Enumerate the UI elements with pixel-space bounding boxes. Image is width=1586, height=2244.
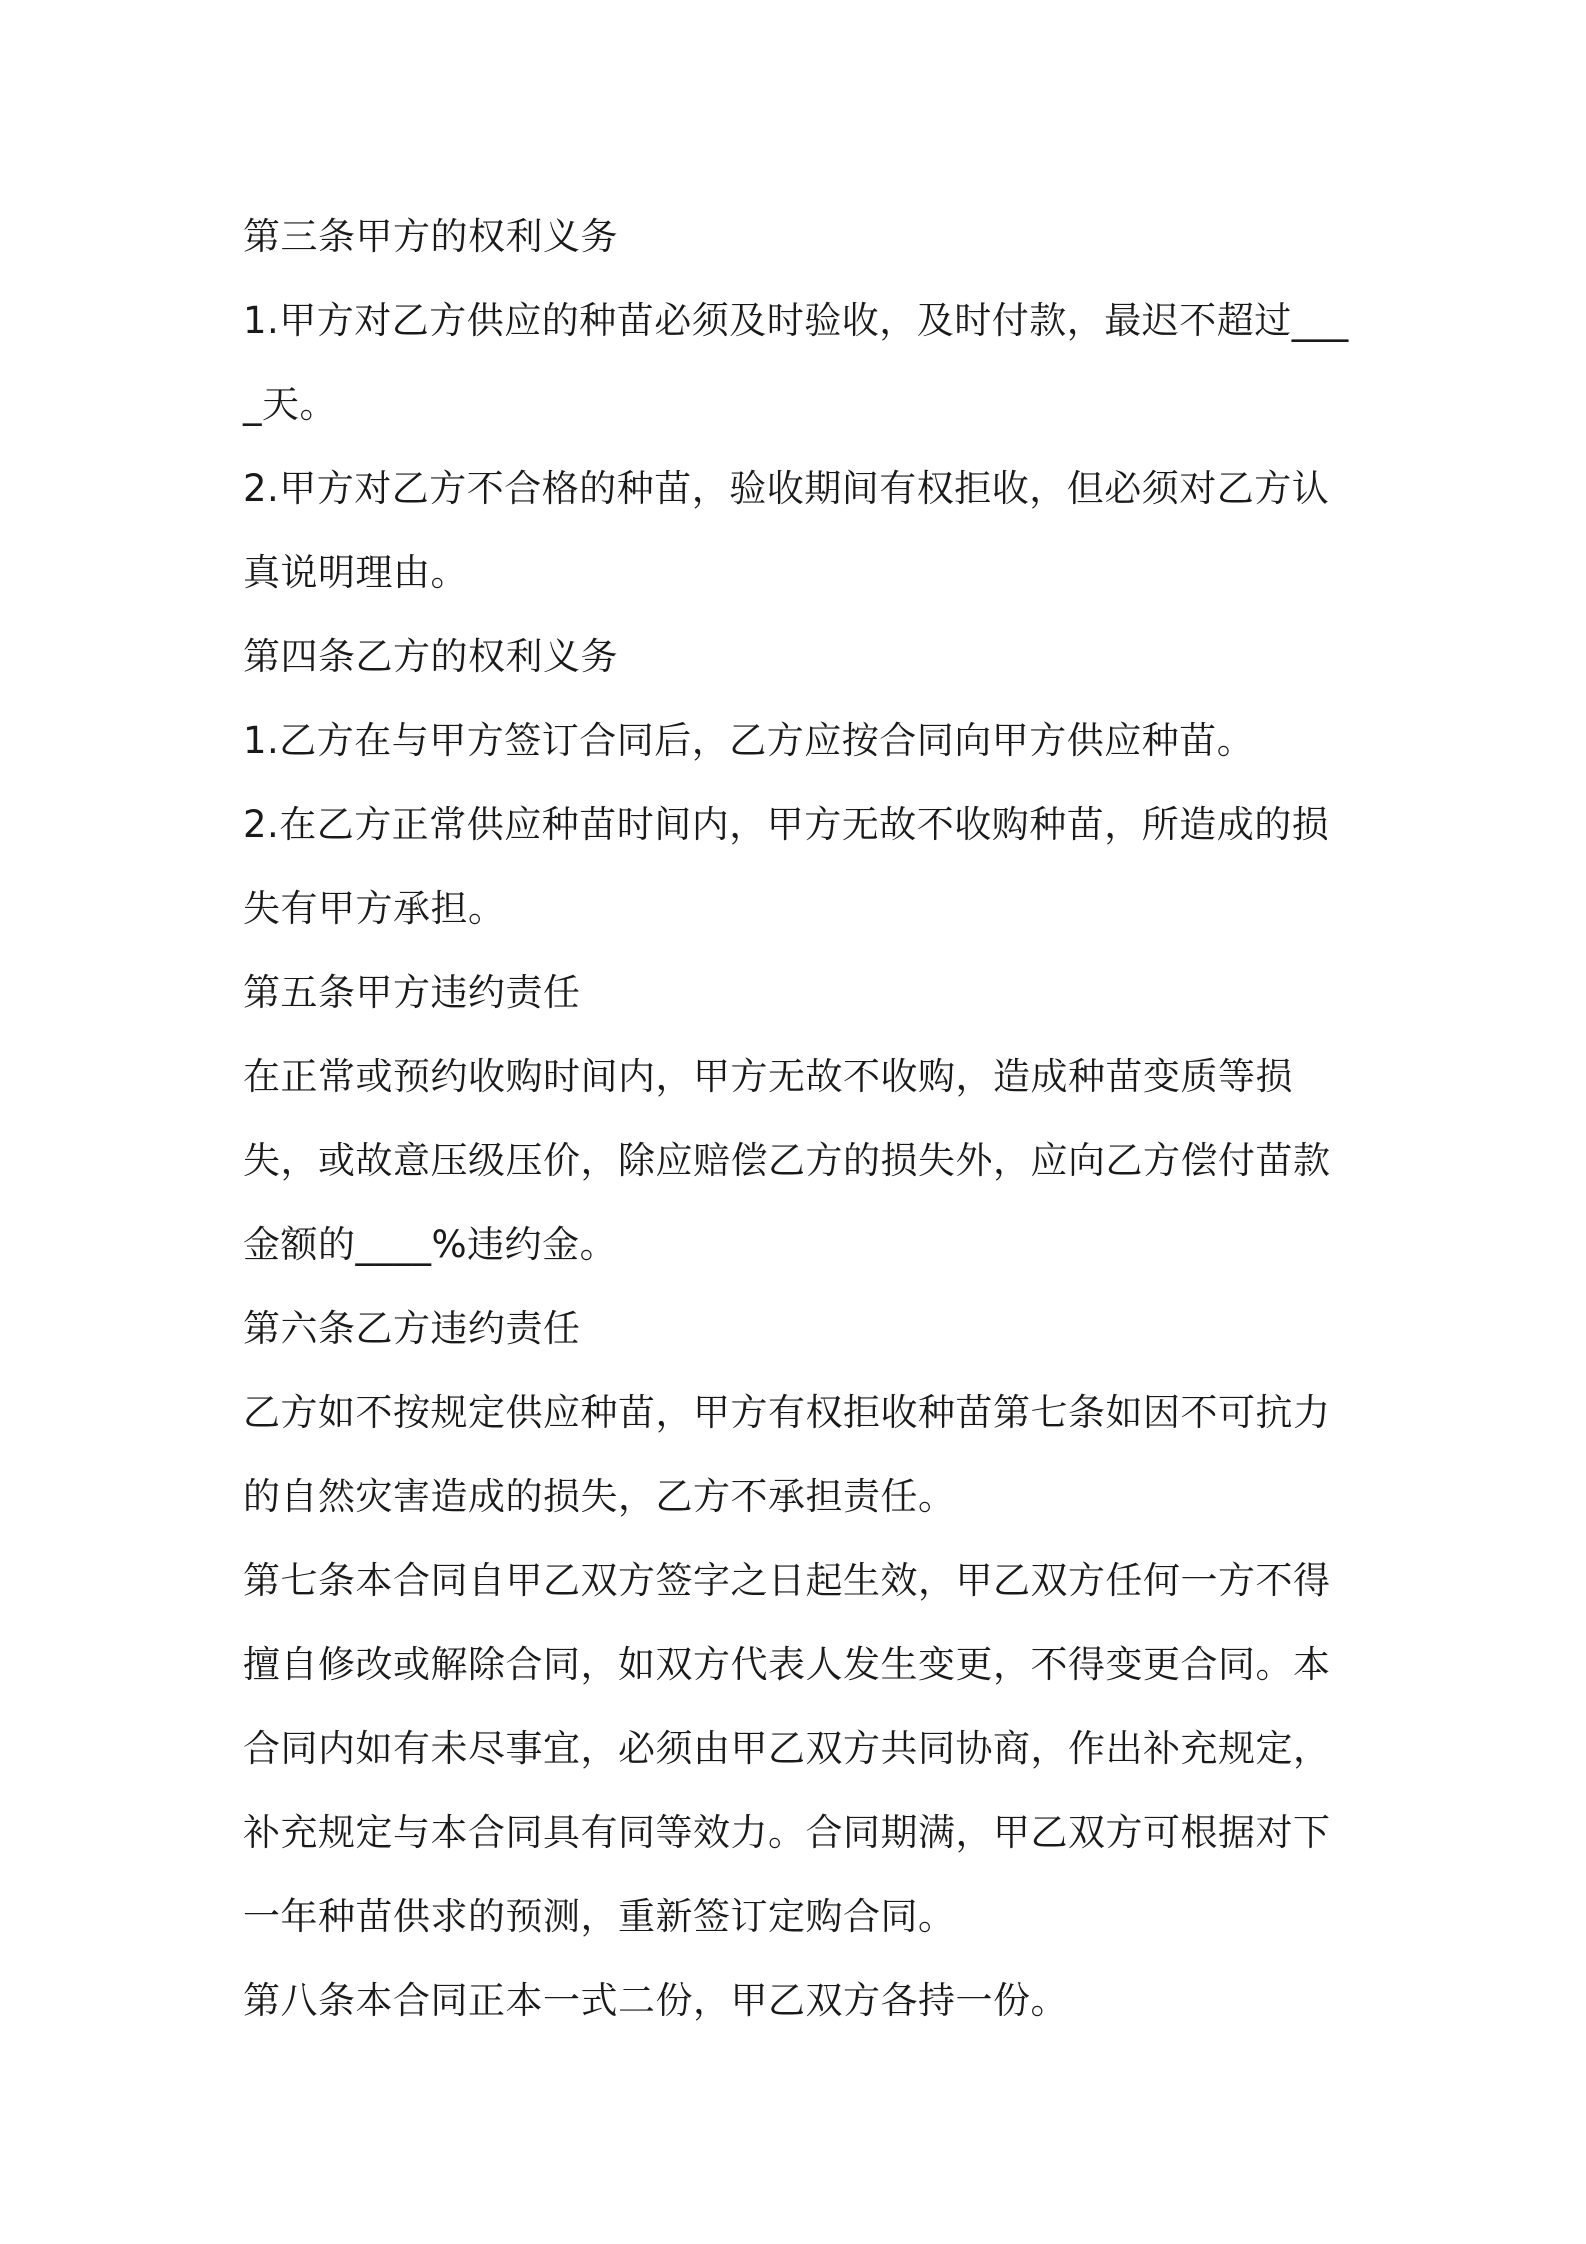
article-4-heading: 第四条乙方的权利义务: [243, 635, 618, 678]
article-4-item-2: 2.在乙方正常供应种苗时间内，甲方无故不收购种苗，所造成的损失有甲方承担。: [243, 803, 1330, 930]
article-7-body: 第七条本合同自甲乙双方签字之日起生效，甲乙双方任何一方不得擅自修改或解除合同，如双方代表人发生变更，不得变更合同。本合同内如有未尽事宜，必须由甲乙双方共同协商，作出补充规定，补充规定与本合同具有同等效力。合同期满，甲乙双方可根据对下一年种苗供求的预测，重新签订定购合同。: [243, 1559, 1331, 1938]
article-3-item-1: 1.甲方对乙方供应的种苗必须及时验收，及时付款，最迟不超过____天。: [243, 299, 1349, 426]
article-3-item-2: 2.甲方对乙方不合格的种苗，验收期间有权拒收，但必须对乙方认真说明理由。: [243, 467, 1330, 594]
article-5-body: 在正常或预约收购时间内，甲方无故不收购，造成种苗变质等损失，或故意压级压价，除应赔偿乙方的损失外，应向乙方偿付苗款金额的____%违约金。: [243, 1055, 1331, 1266]
article-3-heading: 第三条甲方的权利义务: [243, 215, 618, 258]
document-body: [243, 195, 1353, 2043]
article-4-item-1: 1.乙方在与甲方签订合同后，乙方应按合同向甲方供应种苗。: [243, 719, 1255, 762]
article-6-body: 乙方如不按规定供应种苗，甲方有权拒收种苗第七条如因不可抗力的自然灾害造成的损失，乙方不承担责任。: [243, 1391, 1331, 1518]
article-8-body: 第八条本合同正本一式二份，甲乙双方各持一份。: [243, 1979, 1068, 2022]
article-5-heading: 第五条甲方违约责任: [243, 971, 581, 1014]
article-6-heading: 第六条乙方违约责任: [243, 1307, 581, 1350]
